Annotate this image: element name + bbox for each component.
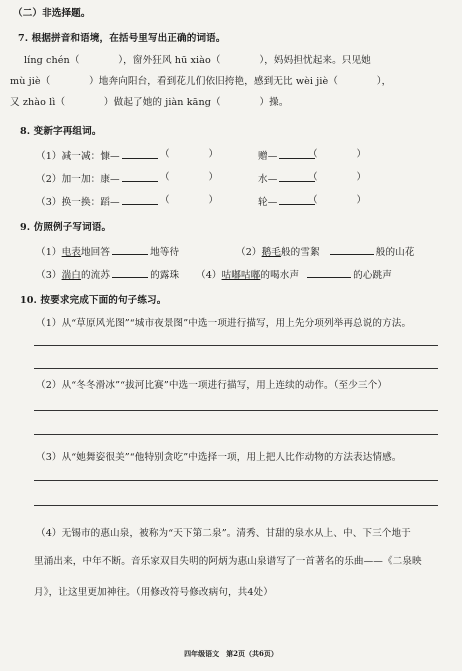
- q8-row-3-blank[interactable]: （ ）: [160, 195, 219, 206]
- q10-prompt-3: （3）从“她舞姿很美”“他特别贪吃”中选择一项，用上把人比作动物的方法表达情感。: [36, 452, 402, 463]
- q8-row-1-right-blank[interactable]: （ ）: [308, 149, 367, 160]
- q8-row-2-right-blank[interactable]: （ ）: [308, 172, 367, 183]
- q9-item-1: （1）电表地回答 地等待: [36, 247, 180, 258]
- q9-item-4: （4）咕嘟咕嘟的喝水声 的心跳声: [196, 270, 392, 281]
- page-footer: 四年级语文 第2页（共6页）: [184, 649, 278, 658]
- q9-item-2: （2）鹅毛般的雪絮 般的山花: [236, 247, 415, 258]
- section-title: （二）非选择题。: [13, 8, 91, 19]
- q8-row-2-right: 水—: [258, 172, 317, 186]
- answer-line[interactable]: [34, 368, 438, 369]
- q9-item-3: （3）湍白的流苏 的露珠: [36, 270, 180, 281]
- q10-prompt-4-line-1: （4）无锡市的惠山泉，被称为“天下第二泉”。清秀、甘甜的泉水从上、中、下三个地于: [36, 528, 411, 539]
- q7-line-1: líng chén（ ），窗外狂风 hū xiào（ ），妈妈担忧起来。只见她: [24, 55, 371, 66]
- q8-stem: 8. 变新字再组词。: [20, 126, 102, 137]
- answer-line[interactable]: [34, 434, 438, 435]
- answer-line[interactable]: [34, 505, 438, 506]
- q10-prompt-1: （1）从“草原风光图”“城市夜景图”中选一项进行描写，用上先分项列举再总说的方法。: [36, 318, 412, 329]
- q8-row-3: （3）换一换：蹈—: [36, 195, 160, 209]
- q8-row-1: （1）减一减：慷—: [36, 149, 160, 163]
- q7-line-2: mù jiè（ ）地奔向阳台，看到花儿们依旧挎艳，感到无比 wèi jiè（ ），: [10, 76, 392, 87]
- q10-prompt-4-line-2: 里涌出来，中年不断。音乐家双目失明的阿炳为惠山泉谱写了一首著名的乐曲——《二泉映: [34, 556, 422, 567]
- q9-stem: 9. 仿照例子写词语。: [20, 222, 112, 233]
- q10-prompt-2: （2）从“冬冬滑冰”“拔河比赛”中选一项进行描写，用上连续的动作。（至少三个）: [36, 380, 388, 391]
- q10-stem: 10. 按要求完成下面的句子练习。: [20, 295, 167, 306]
- q7-line-3: 又 zhào lì（ ）做起了她的 jiàn kāng（ ）操。: [10, 97, 289, 108]
- answer-line[interactable]: [34, 345, 438, 346]
- q7-stem: 7. 根据拼音和语境，在括号里写出正确的词语。: [18, 33, 226, 44]
- q10-prompt-4-line-3: 月》，让这里更加神往。（用修改符号修改病句，共4处）: [34, 587, 273, 598]
- answer-line[interactable]: [34, 410, 438, 411]
- q8-row-3-right-blank[interactable]: （ ）: [308, 195, 367, 206]
- q8-row-1-right: 赠—: [258, 149, 317, 163]
- q8-row-2: （2）加一加：康—: [36, 172, 160, 186]
- answer-line[interactable]: [34, 480, 438, 481]
- q8-row-3-right: 轮—: [258, 195, 317, 209]
- q8-row-1-blank[interactable]: （ ）: [160, 149, 219, 160]
- q8-row-2-blank[interactable]: （ ）: [160, 172, 219, 183]
